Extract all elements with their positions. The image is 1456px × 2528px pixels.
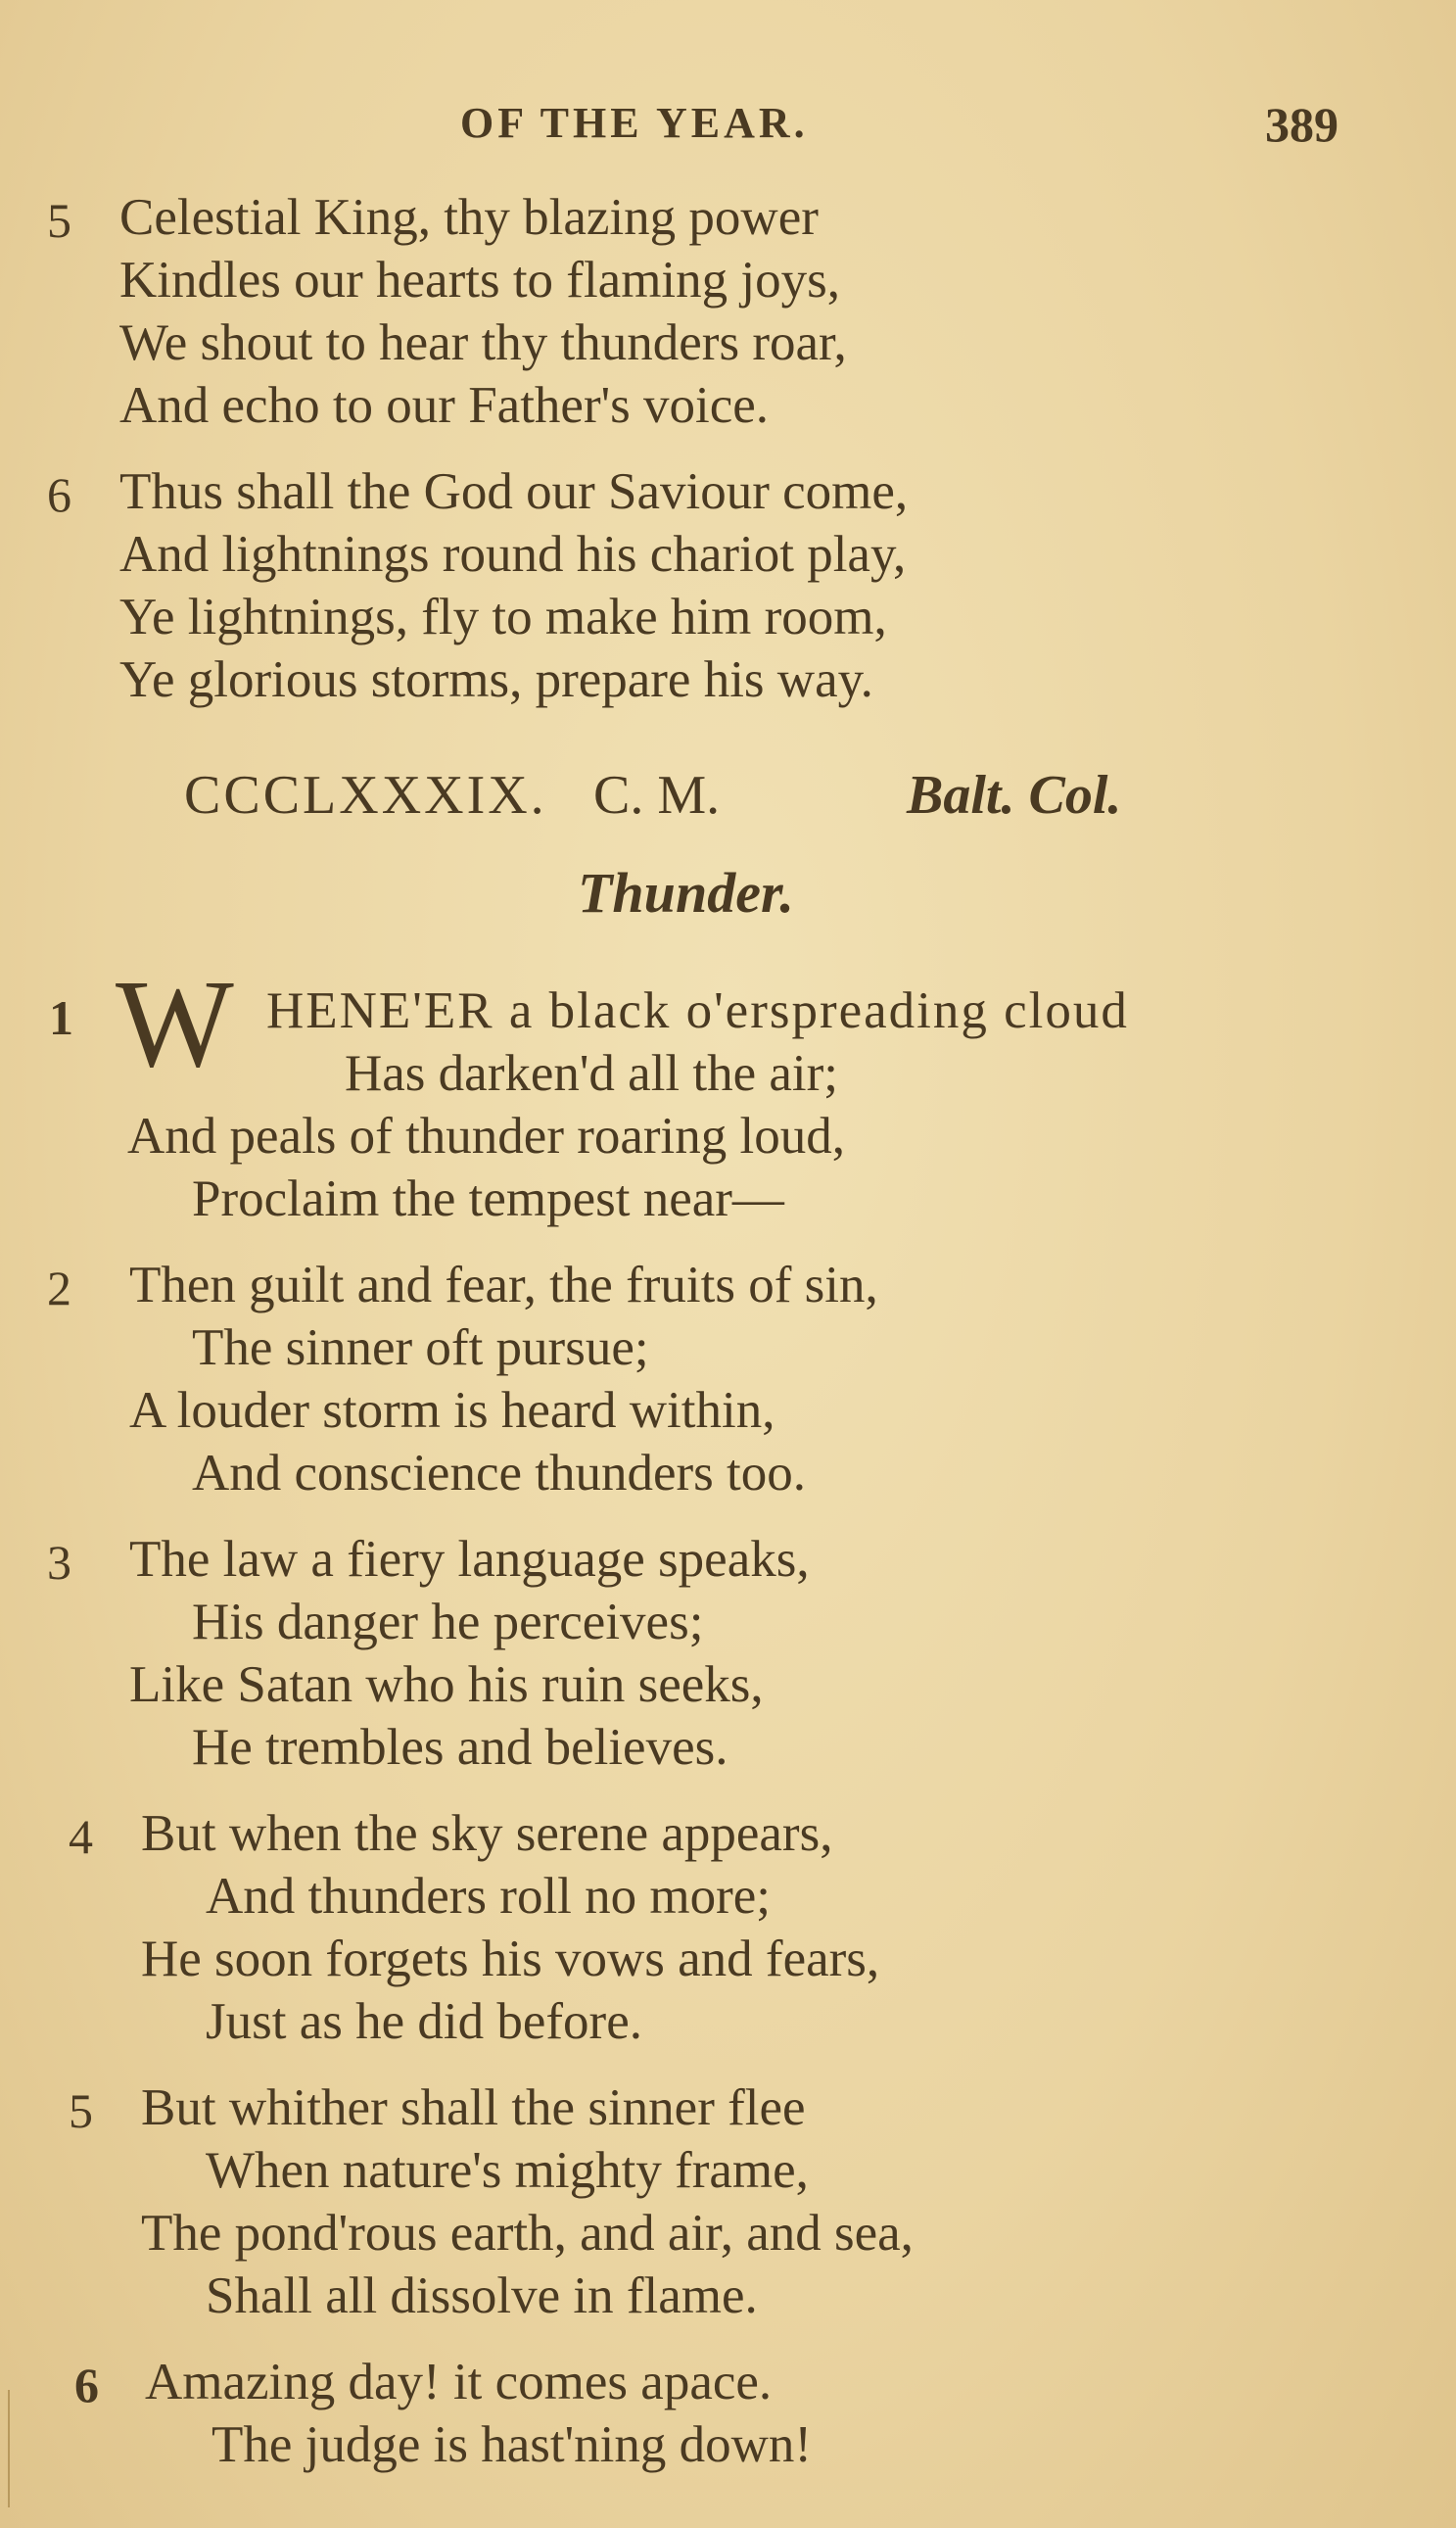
verse-number: 6 xyxy=(74,2358,99,2412)
verse-line: We shout to hear thy thunders roar, xyxy=(119,314,847,371)
verse-number: 5 xyxy=(69,2083,93,2138)
verse-line: When nature's mighty frame, xyxy=(206,2142,809,2199)
verse-number: 3 xyxy=(47,1535,71,1590)
hymn-title xyxy=(184,764,1359,833)
verse-line: Then guilt and fear, the fruits of sin, xyxy=(129,1257,878,1313)
verse-line: The sinner oft pursue; xyxy=(192,1319,649,1376)
verse-line: Thus shall the God our Saviour come, xyxy=(119,463,909,520)
hymn-tune: Balt. Col. xyxy=(907,765,1122,826)
verse-line: The pond'rous earth, and air, and sea, xyxy=(141,2205,914,2262)
verse-line: Ye glorious storms, prepare his way. xyxy=(119,651,873,708)
drop-cap: W xyxy=(116,954,234,1093)
verse-line: Amazing day! it comes apace. xyxy=(145,2354,773,2410)
verse-line: Proclaim the tempest near— xyxy=(192,1170,784,1227)
verse-line: Like Satan who his ruin seeks, xyxy=(129,1656,764,1713)
verse-line: But when the sky serene appears, xyxy=(141,1805,833,1862)
verse-number: 2 xyxy=(47,1261,71,1315)
verse-line: Has darken'd all the air; xyxy=(345,1045,839,1102)
verse-number: 1 xyxy=(49,990,73,1045)
verse-line: And thunders roll no more; xyxy=(206,1868,772,1925)
verse-line: Just as he did before. xyxy=(206,1993,642,2050)
hymn-number: CCCLXXXIX. xyxy=(184,765,547,826)
verse-line: And echo to our Father's voice. xyxy=(119,377,770,434)
verse-line: His danger he perceives; xyxy=(192,1594,704,1650)
hymn-meter: C. M. xyxy=(593,765,721,826)
verse-line: HENE'ER a black o'erspreading cloud xyxy=(266,982,1129,1039)
running-head: OF THE YEAR. xyxy=(460,99,809,147)
verse-line: A louder storm is heard within, xyxy=(129,1382,775,1439)
verse-line: Ye lightnings, fly to make him room, xyxy=(119,589,887,645)
page-edge-shadow xyxy=(8,2390,10,2507)
verse-line: The judge is hast'ning down! xyxy=(211,2416,813,2473)
verse-line: He trembles and believes. xyxy=(192,1719,728,1776)
verse-line: The law a fiery language speaks, xyxy=(129,1531,810,1588)
verse-line: And peals of thunder roaring loud, xyxy=(127,1108,845,1165)
page-number: 389 xyxy=(1265,97,1339,152)
verse-number: 6 xyxy=(47,467,71,522)
verse-line: And conscience thunders too. xyxy=(192,1445,806,1502)
verse-line: But whither shall the sinner flee xyxy=(141,2079,806,2136)
verse-line: Celestial King, thy blazing power xyxy=(119,189,819,246)
page-header xyxy=(0,98,1456,157)
hymn-subject: Thunder. xyxy=(578,861,794,925)
verse-line: He soon forgets his vows and fears, xyxy=(141,1931,880,1987)
verse-line: Kindles our hearts to flaming joys, xyxy=(119,252,840,309)
verse-number: 4 xyxy=(69,1809,93,1864)
verse-line: Shall all dissolve in flame. xyxy=(206,2267,758,2324)
verse-number: 5 xyxy=(47,193,71,248)
verse-line: And lightnings round his chariot play, xyxy=(119,526,907,583)
